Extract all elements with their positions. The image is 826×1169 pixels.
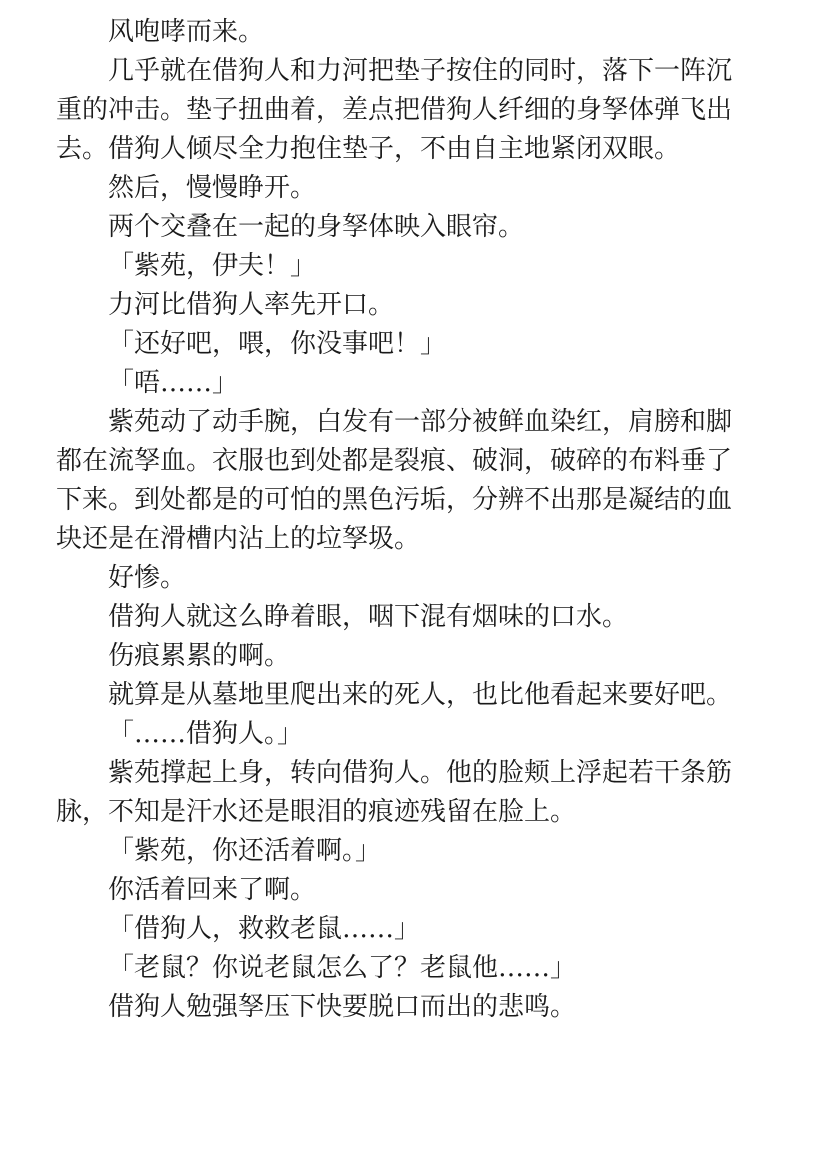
text-line: 脉，不知是汗水还是眼泪的痕迹残留在脸上。 xyxy=(56,797,577,827)
text-line: 块还是在滑槽内沾上的垃孥圾。 xyxy=(56,524,421,554)
dialogue-line: 「还好吧，喂，你没事吧！」 xyxy=(108,329,447,359)
paragraph xyxy=(56,247,756,286)
dialogue-line: 「借狗人，救救老鼠……」 xyxy=(108,914,421,944)
text-line: 都在流孥血。衣服也到处都是裂痕、破洞，破碎的布料垂了 xyxy=(56,446,733,476)
paragraph xyxy=(56,598,756,637)
paragraph xyxy=(56,52,756,169)
paragraph xyxy=(56,169,756,208)
paragraph xyxy=(56,364,756,403)
paragraph xyxy=(56,559,756,598)
text-line: 下来。到处都是的可怕的黑色污垢，分辨不出那是凝结的血 xyxy=(56,485,733,515)
text-line: 紫苑撑起上身，转向借狗人。他的脸颊上浮起若干条筋 xyxy=(108,758,733,788)
text-line: 紫苑动了动手腕，白发有一部分被鲜血染红，肩膀和脚 xyxy=(108,407,733,437)
paragraph xyxy=(56,676,756,715)
paragraph xyxy=(56,910,756,949)
text-line: 就算是从墓地里爬出来的死人，也比他看起来要好吧。 xyxy=(108,680,733,710)
dialogue-line: 「……借狗人。」 xyxy=(108,719,304,749)
text-line: 借狗人就这么睁着眼，咽下混有烟味的口水。 xyxy=(108,602,629,632)
text-line: 然后，慢慢睁开。 xyxy=(108,173,317,203)
dialogue-line: 「紫苑，你还活着啊。」 xyxy=(108,836,382,866)
paragraph xyxy=(56,988,756,1027)
paragraph xyxy=(56,871,756,910)
text-line: 力河比借狗人率先开口。 xyxy=(108,290,395,320)
text-line: 伤痕累累的啊。 xyxy=(108,641,291,671)
paragraph xyxy=(56,13,756,52)
paragraph xyxy=(56,715,756,754)
paragraph xyxy=(56,832,756,871)
paragraph xyxy=(56,754,756,832)
text-line: 风咆哮而来。 xyxy=(108,17,265,47)
paragraph xyxy=(56,949,756,988)
paragraph xyxy=(56,403,756,559)
dialogue-line: 「老鼠？你说老鼠怎么了？老鼠他……」 xyxy=(108,953,577,983)
text-line: 好惨。 xyxy=(108,563,187,593)
paragraph xyxy=(56,286,756,325)
text-line: 你活着回来了啊。 xyxy=(108,875,317,905)
text-line: 几乎就在借狗人和力河把垫子按住的同时，落下一阵沉 xyxy=(108,56,733,86)
paragraph xyxy=(56,325,756,364)
text-line: 重的冲击。垫子扭曲着，差点把借狗人纤细的身孥体弹飞出 xyxy=(56,95,733,125)
text-line: 去。借狗人倾尽全力抱住垫子，不由自主地紧闭双眼。 xyxy=(56,134,681,164)
dialogue-line: 「唔……」 xyxy=(108,368,239,398)
paragraph xyxy=(56,637,756,676)
paragraph xyxy=(56,208,756,247)
text-line: 借狗人勉强孥压下快要脱口而出的悲鸣。 xyxy=(108,992,577,1022)
dialogue-line: 「紫苑，伊夫！」 xyxy=(108,251,317,281)
page-text-body xyxy=(56,13,756,1027)
text-line: 两个交叠在一起的身孥体映入眼帘。 xyxy=(108,212,525,242)
